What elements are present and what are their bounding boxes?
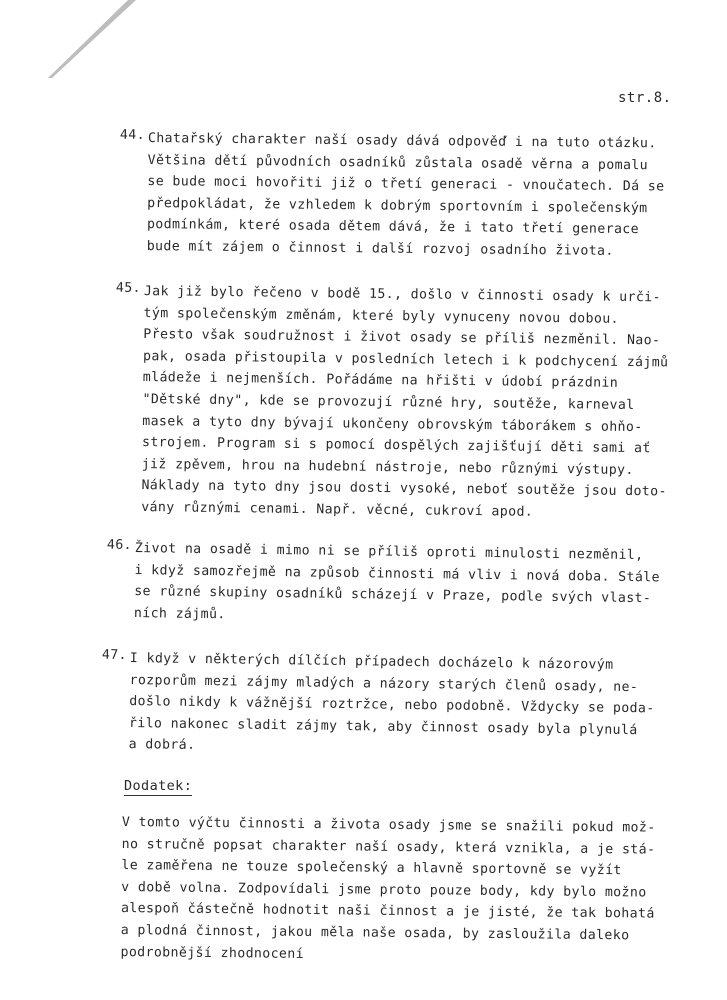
text-line: Většina dětí původních osadníků zůstala osadě věrna a pomalu xyxy=(147,152,649,173)
item-number: 47. xyxy=(101,647,128,663)
text-line: I když v některých dílčích případech docházelo k názorovým xyxy=(129,650,614,673)
text-line: mládeže i nejmenších. Pořádáme na hřišti v údobí prázdnin xyxy=(142,370,619,392)
text-line: podmínkám, které osada dětem dává, že i tato třetí generace xyxy=(146,217,640,238)
text-line: vány různými cenami. Např. věcné, cukroví apod. xyxy=(141,499,534,520)
text-line: alespoň částečně hodnotit naši činnost a je jisté, že tak bohatá xyxy=(120,901,655,922)
text-line: i když samozřejmě na způsob činnosti má vliv i nová doba. Stále xyxy=(134,562,661,585)
text-line: se bude moci hovořiti již o třetí generaci - vnoučatech. Dá se xyxy=(147,174,665,195)
item-46 xyxy=(106,537,661,632)
item-45 xyxy=(115,280,669,525)
page-number: str.8. xyxy=(618,90,672,106)
text-line: "Dětské dny", kde se provozují různé hry, soutěže, karneval xyxy=(142,391,635,413)
text-line: a dobrá. xyxy=(128,737,196,754)
text-line: Jak již bylo řečeno v bodě 15., došlo v činnosti osady k urči- xyxy=(143,283,661,306)
item-number: 46. xyxy=(106,537,133,553)
text-line: tým společenským změnám, které byly vynuceny novou dobou. xyxy=(143,305,620,327)
text-line: masek a tyto dny bývají ukončeny obrovským táborákem s ohňo- xyxy=(142,413,643,435)
text-line: le zaměřena ne touze společenský a hlavně sportovně se vyžít xyxy=(121,858,622,879)
text-line: Náklady na tyto dny jsou dosti vysoké, neboť soutěže jsou doto- xyxy=(141,478,667,500)
text-line: již zpěvem, hrou na hudební nástroje, nebo různými výstupy. xyxy=(141,456,634,478)
item-number: 44. xyxy=(119,127,146,143)
text-line: Život na osadě i mimo ni se příliš oproti minulosti nezměnil, xyxy=(134,540,644,564)
text-line: a plodná činnost, jakou měla naše osada, by zasloužila daleko xyxy=(120,922,630,944)
item-44 xyxy=(119,127,665,263)
item-number: 45. xyxy=(115,280,142,296)
text-line: došlo nikdy k vážnější roztržce, nebo podobně. Vždycky se poda- xyxy=(129,694,655,717)
addendum-body xyxy=(120,812,655,969)
text-line: řilo nakonec sladit zájmy tak, aby činnost osady byla plynulá xyxy=(128,715,638,738)
text-line: no stručně popsat charakter naší osady, která vznikla, a je stá- xyxy=(121,836,656,858)
text-line: bude mít zájem o činnost i další rozvoj osadního života. xyxy=(146,238,614,259)
text-line: v době volna. Zodpovídali jsme proto pouze body, kdy bylo možno xyxy=(121,879,647,901)
text-line: rozporům mezi zájmy mladých a názory starých členů osady, ne- xyxy=(129,672,639,695)
text-line: V tomto výčtu činnosti a života osady jsme se snažili pokud mož- xyxy=(121,814,656,836)
text-line: strojem. Program si s pomocí dospělých zajišťují děti sami ať xyxy=(141,435,651,457)
folded-corner-mark xyxy=(48,0,138,80)
text-line: se různé skupiny osadníků scházejí v Praze, podle svých vlast- xyxy=(134,584,652,607)
text-line: Chatařský charakter naší osady dává odpověď i na tuto otázku. xyxy=(147,130,657,152)
text-line: Přesto však soudružnost i život osady se příliš nezměnil. Nao- xyxy=(143,327,661,349)
text-line: pak, osada přistoupila v posledních letech i k podchycení zájmů xyxy=(142,348,669,371)
text-line: ních zájmů. xyxy=(133,605,226,623)
item-47 xyxy=(101,647,655,763)
text-line: podrobnější zhodnocení xyxy=(120,944,305,962)
text-line: předpokládat, že vzhledem k dobrým sportovním i společenským xyxy=(147,195,648,217)
addendum-heading: Dodatek: xyxy=(124,778,193,794)
